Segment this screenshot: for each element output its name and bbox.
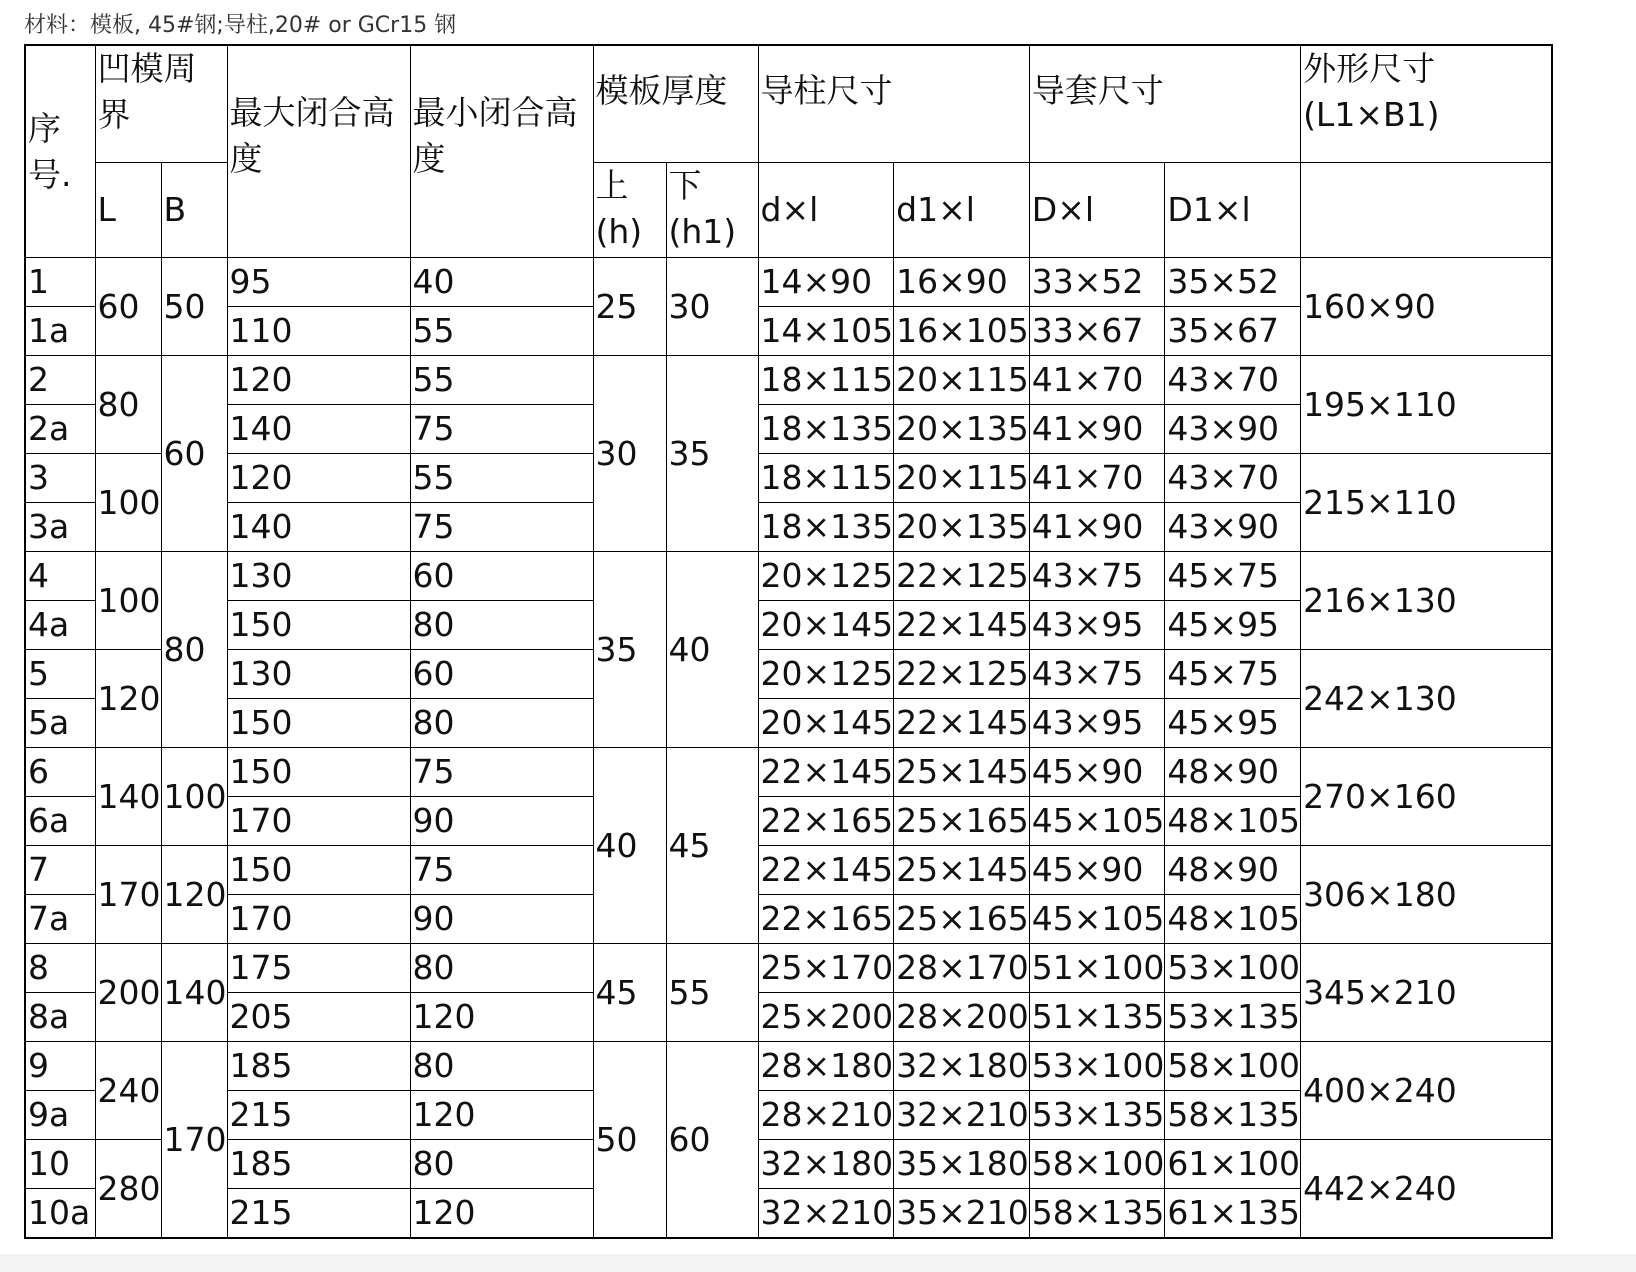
cell-max-height: 215: [227, 1189, 410, 1239]
header-lower-h1: 下(h1): [666, 163, 758, 258]
header-B: B: [161, 163, 227, 258]
cell-bush-D: 53×100: [1029, 1042, 1165, 1091]
cell-seq: 4a: [25, 601, 95, 650]
header-guide-pillar: 导柱尺寸: [758, 45, 1029, 163]
cell-min-height: 55: [410, 307, 593, 356]
cell-bush-D1: 58×100: [1165, 1042, 1301, 1091]
cell-min-height: 90: [410, 895, 593, 944]
cell-pillar-d1: 20×115: [894, 356, 1030, 405]
cell-pillar-d1: 32×180: [894, 1042, 1030, 1091]
cell-pillar-d: 18×115: [758, 454, 894, 503]
cell-seq: 10: [25, 1140, 95, 1189]
cell-max-height: 150: [227, 748, 410, 797]
material-caption: 材料：模板, 45#钢;导柱,20# or GCr15 钢: [24, 13, 457, 38]
cell-seq: 2: [25, 356, 95, 405]
cell-B: 170: [161, 1042, 227, 1239]
cell-pillar-d1: 35×210: [894, 1189, 1030, 1239]
cell-min-height: 55: [410, 356, 593, 405]
cell-max-height: 140: [227, 503, 410, 552]
cell-min-height: 80: [410, 1140, 593, 1189]
cell-B: 140: [161, 944, 227, 1042]
cell-bush-D: 33×52: [1029, 258, 1165, 307]
cell-min-height: 90: [410, 797, 593, 846]
cell-bush-D1: 45×95: [1165, 699, 1301, 748]
header-plate-thickness: 模板厚度: [593, 45, 758, 163]
cell-min-height: 75: [410, 503, 593, 552]
cell-bush-D1: 45×95: [1165, 601, 1301, 650]
cell-B: 120: [161, 846, 227, 944]
cell-seq: 6: [25, 748, 95, 797]
cell-seq: 1: [25, 258, 95, 307]
cell-seq: 10a: [25, 1189, 95, 1239]
cell-outline: 400×240: [1301, 1042, 1552, 1140]
cell-bush-D1: 35×67: [1165, 307, 1301, 356]
cell-bush-D1: 58×135: [1165, 1091, 1301, 1140]
header-guide-bush: 导套尺寸: [1029, 45, 1300, 163]
cell-bush-D1: 48×90: [1165, 846, 1301, 895]
cell-min-height: 60: [410, 650, 593, 699]
cell-pillar-d: 20×145: [758, 601, 894, 650]
cell-B: 50: [161, 258, 227, 356]
cell-pillar-d1: 20×135: [894, 405, 1030, 454]
cell-pillar-d1: 20×115: [894, 454, 1030, 503]
cell-lower-thickness: 55: [666, 944, 758, 1042]
cell-L: 60: [95, 258, 161, 356]
cell-bush-D1: 43×90: [1165, 405, 1301, 454]
cell-bush-D1: 53×135: [1165, 993, 1301, 1042]
cell-max-height: 140: [227, 405, 410, 454]
cell-bush-D: 41×70: [1029, 454, 1165, 503]
cell-pillar-d1: 16×105: [894, 307, 1030, 356]
cell-max-height: 130: [227, 650, 410, 699]
cell-outline: 216×130: [1301, 552, 1552, 650]
cell-bush-D1: 53×100: [1165, 944, 1301, 993]
cell-L: 240: [95, 1042, 161, 1140]
cell-max-height: 185: [227, 1140, 410, 1189]
cell-upper-thickness: 45: [593, 944, 666, 1042]
cell-seq: 7a: [25, 895, 95, 944]
table-row: [25, 356, 1552, 405]
cell-bush-D: 43×95: [1029, 601, 1165, 650]
header-L: L: [95, 163, 161, 258]
header-upper-h: 上(h): [593, 163, 666, 258]
cell-outline: 242×130: [1301, 650, 1552, 748]
cell-L: 140: [95, 748, 161, 846]
cell-bush-D1: 43×70: [1165, 454, 1301, 503]
cell-B: 60: [161, 356, 227, 552]
cell-seq: 7: [25, 846, 95, 895]
cell-bush-D: 33×67: [1029, 307, 1165, 356]
cell-bush-D: 43×75: [1029, 650, 1165, 699]
cell-pillar-d: 22×145: [758, 846, 894, 895]
cell-pillar-d1: 20×135: [894, 503, 1030, 552]
cell-bush-D: 53×135: [1029, 1091, 1165, 1140]
cell-bush-D: 41×70: [1029, 356, 1165, 405]
cell-pillar-d: 22×165: [758, 797, 894, 846]
table-row: [25, 650, 1552, 699]
cell-max-height: 120: [227, 454, 410, 503]
header-die-perimeter: 凹模周界: [95, 45, 227, 163]
cell-pillar-d1: 25×145: [894, 846, 1030, 895]
cell-pillar-d: 22×165: [758, 895, 894, 944]
cell-min-height: 40: [410, 258, 593, 307]
cell-pillar-d: 32×210: [758, 1189, 894, 1239]
cell-pillar-d1: 25×165: [894, 895, 1030, 944]
header-seq: 序号.: [25, 45, 95, 258]
cell-outline: 160×90: [1301, 258, 1552, 356]
cell-lower-thickness: 35: [666, 356, 758, 552]
header-d1xl: d1×l: [894, 163, 1030, 258]
cell-pillar-d1: 28×170: [894, 944, 1030, 993]
cell-pillar-d1: 28×200: [894, 993, 1030, 1042]
cell-max-height: 170: [227, 797, 410, 846]
header-D1xl: D1×l: [1165, 163, 1301, 258]
cell-min-height: 80: [410, 699, 593, 748]
cell-min-height: 75: [410, 846, 593, 895]
cell-pillar-d: 28×210: [758, 1091, 894, 1140]
die-set-spec-table: [24, 44, 1553, 1239]
table-row: [25, 748, 1552, 797]
cell-outline: 195×110: [1301, 356, 1552, 454]
cell-max-height: 150: [227, 601, 410, 650]
cell-L: 120: [95, 650, 161, 748]
cell-seq: 9a: [25, 1091, 95, 1140]
cell-min-height: 120: [410, 1189, 593, 1239]
table-row: [25, 1140, 1552, 1189]
cell-pillar-d1: 35×180: [894, 1140, 1030, 1189]
cell-bush-D: 45×90: [1029, 748, 1165, 797]
cell-bush-D1: 43×70: [1165, 356, 1301, 405]
cell-pillar-d1: 32×210: [894, 1091, 1030, 1140]
cell-max-height: 185: [227, 1042, 410, 1091]
cell-pillar-d: 28×180: [758, 1042, 894, 1091]
cell-upper-thickness: 35: [593, 552, 666, 748]
cell-bush-D1: 61×100: [1165, 1140, 1301, 1189]
cell-seq: 8a: [25, 993, 95, 1042]
cell-max-height: 120: [227, 356, 410, 405]
cell-L: 170: [95, 846, 161, 944]
header-outline: 外形尺寸(L1×B1): [1301, 45, 1552, 163]
cell-lower-thickness: 40: [666, 552, 758, 748]
cell-B: 100: [161, 748, 227, 846]
cell-pillar-d1: 25×145: [894, 748, 1030, 797]
cell-bush-D: 58×100: [1029, 1140, 1165, 1189]
cell-seq: 3: [25, 454, 95, 503]
cell-min-height: 60: [410, 552, 593, 601]
table-row: [25, 552, 1552, 601]
cell-pillar-d: 32×180: [758, 1140, 894, 1189]
cell-min-height: 55: [410, 454, 593, 503]
cell-pillar-d1: 22×125: [894, 552, 1030, 601]
table-row: [25, 944, 1552, 993]
table-row: [25, 258, 1552, 307]
cell-lower-thickness: 30: [666, 258, 758, 356]
cell-max-height: 215: [227, 1091, 410, 1140]
table-row: [25, 846, 1552, 895]
cell-seq: 3a: [25, 503, 95, 552]
header-outline-blank: [1301, 163, 1552, 258]
table-row: [25, 454, 1552, 503]
cell-pillar-d1: 22×145: [894, 601, 1030, 650]
cell-min-height: 75: [410, 405, 593, 454]
cell-max-height: 150: [227, 699, 410, 748]
header-dxl: d×l: [758, 163, 894, 258]
cell-pillar-d: 18×135: [758, 405, 894, 454]
cell-bush-D1: 61×135: [1165, 1189, 1301, 1239]
header-max-closed-height: 最大闭合高度: [227, 45, 410, 258]
cell-seq: 8: [25, 944, 95, 993]
cell-outline: 306×180: [1301, 846, 1552, 944]
cell-seq: 1a: [25, 307, 95, 356]
cell-bush-D1: 35×52: [1165, 258, 1301, 307]
cell-min-height: 80: [410, 1042, 593, 1091]
cell-pillar-d1: 16×90: [894, 258, 1030, 307]
cell-pillar-d: 14×90: [758, 258, 894, 307]
cell-seq: 2a: [25, 405, 95, 454]
cell-upper-thickness: 40: [593, 748, 666, 944]
cell-outline: 215×110: [1301, 454, 1552, 552]
cell-max-height: 150: [227, 846, 410, 895]
cell-seq: 6a: [25, 797, 95, 846]
cell-bush-D: 45×90: [1029, 846, 1165, 895]
header-row-1: [25, 45, 1552, 163]
cell-seq: 5a: [25, 699, 95, 748]
cell-bush-D1: 48×105: [1165, 797, 1301, 846]
cell-outline: 442×240: [1301, 1140, 1552, 1239]
cell-L: 280: [95, 1140, 161, 1239]
cell-lower-thickness: 60: [666, 1042, 758, 1239]
cell-pillar-d: 25×200: [758, 993, 894, 1042]
cell-bush-D1: 45×75: [1165, 552, 1301, 601]
cell-bush-D: 41×90: [1029, 405, 1165, 454]
cell-L: 200: [95, 944, 161, 1042]
cell-min-height: 80: [410, 944, 593, 993]
cell-pillar-d: 18×115: [758, 356, 894, 405]
cell-max-height: 175: [227, 944, 410, 993]
cell-pillar-d: 14×105: [758, 307, 894, 356]
cell-bush-D1: 48×90: [1165, 748, 1301, 797]
page-bottom-band: [0, 1254, 1636, 1272]
header-Dxl: D×l: [1029, 163, 1165, 258]
cell-min-height: 120: [410, 1091, 593, 1140]
cell-seq: 4: [25, 552, 95, 601]
cell-bush-D: 45×105: [1029, 895, 1165, 944]
cell-pillar-d: 20×125: [758, 552, 894, 601]
cell-max-height: 205: [227, 993, 410, 1042]
cell-pillar-d: 20×145: [758, 699, 894, 748]
cell-bush-D: 45×105: [1029, 797, 1165, 846]
cell-pillar-d: 25×170: [758, 944, 894, 993]
cell-bush-D: 51×135: [1029, 993, 1165, 1042]
cell-pillar-d1: 25×165: [894, 797, 1030, 846]
cell-bush-D: 58×135: [1029, 1189, 1165, 1239]
cell-bush-D: 43×95: [1029, 699, 1165, 748]
cell-bush-D1: 48×105: [1165, 895, 1301, 944]
cell-outline: 270×160: [1301, 748, 1552, 846]
cell-pillar-d1: 22×125: [894, 650, 1030, 699]
header-min-closed-height: 最小闭合高度: [410, 45, 593, 258]
cell-bush-D1: 45×75: [1165, 650, 1301, 699]
cell-L: 100: [95, 454, 161, 552]
cell-pillar-d1: 22×145: [894, 699, 1030, 748]
cell-max-height: 95: [227, 258, 410, 307]
cell-min-height: 120: [410, 993, 593, 1042]
cell-bush-D: 51×100: [1029, 944, 1165, 993]
cell-upper-thickness: 50: [593, 1042, 666, 1239]
cell-B: 80: [161, 552, 227, 748]
cell-max-height: 170: [227, 895, 410, 944]
cell-min-height: 80: [410, 601, 593, 650]
cell-L: 100: [95, 552, 161, 650]
cell-bush-D: 43×75: [1029, 552, 1165, 601]
cell-lower-thickness: 45: [666, 748, 758, 944]
cell-bush-D: 41×90: [1029, 503, 1165, 552]
table-row: [25, 1042, 1552, 1091]
cell-min-height: 75: [410, 748, 593, 797]
cell-upper-thickness: 25: [593, 258, 666, 356]
cell-pillar-d: 20×125: [758, 650, 894, 699]
cell-max-height: 130: [227, 552, 410, 601]
cell-pillar-d: 22×145: [758, 748, 894, 797]
cell-upper-thickness: 30: [593, 356, 666, 552]
cell-seq: 5: [25, 650, 95, 699]
cell-bush-D1: 43×90: [1165, 503, 1301, 552]
cell-seq: 9: [25, 1042, 95, 1091]
cell-pillar-d: 18×135: [758, 503, 894, 552]
cell-outline: 345×210: [1301, 944, 1552, 1042]
cell-max-height: 110: [227, 307, 410, 356]
cell-L: 80: [95, 356, 161, 454]
